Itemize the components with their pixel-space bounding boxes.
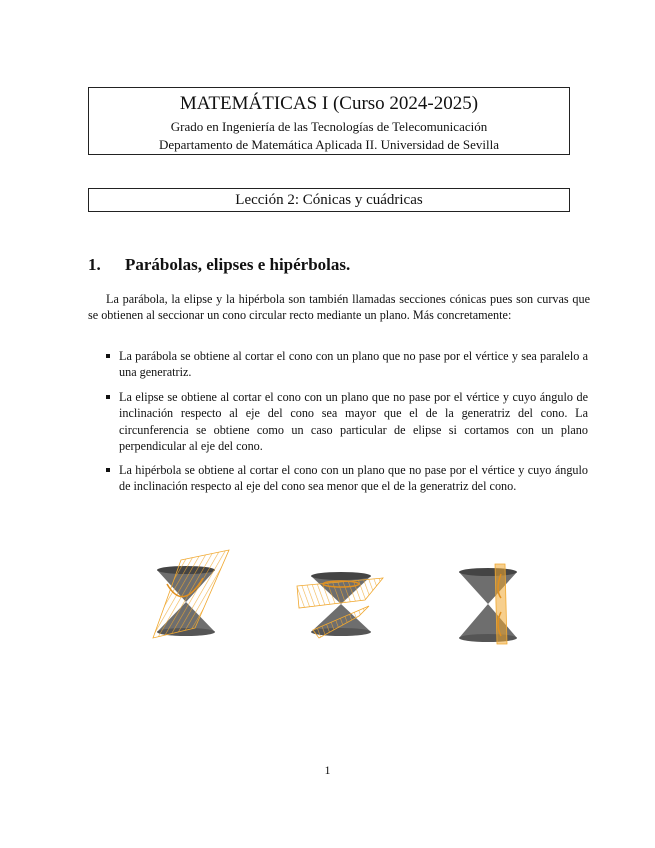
- cone-top-rim: [459, 568, 517, 576]
- lesson-title: Lección 2: Cónicas y cuádricas: [88, 188, 570, 212]
- bullet-text: La elipse se obtiene al cortar el cono con un plano que no pase por el vértice y cuyo ángulo de inclinación respecto al eje del cono sea mayor que el de la generatriz del cono. La circunferencia se obtiene como un caso particular de elipse si cortamos con un plano perpendicular al eje del cono.: [119, 390, 588, 454]
- bullet-text: La parábola se obtiene al cortar el cono con un plano que no pase por el vértice y sea paralelo a una generatriz.: [119, 349, 588, 380]
- cone-bottom-rim: [459, 634, 517, 642]
- ellipse-section-figure: [283, 520, 395, 650]
- degree-line: Grado en Ingeniería de las Tecnologías de Telecomunicación: [170, 119, 488, 134]
- bullet-marker: [106, 354, 110, 358]
- cone-lower-nappe: [459, 604, 517, 638]
- bullet-hyperbola: [119, 462, 588, 495]
- page-number: 1: [324, 763, 331, 777]
- cone-upper-nappe: [459, 572, 517, 604]
- section-title: Parábolas, elipses e hipérbolas.: [125, 255, 351, 274]
- cone-top-rim: [311, 572, 371, 580]
- bullet-marker: [106, 395, 110, 399]
- bullet-marker: [106, 468, 110, 472]
- course-header-box: [88, 87, 570, 155]
- section-number: 1.: [88, 255, 101, 274]
- hyperbola-section-figure: [435, 520, 547, 650]
- bullet-ellipse: [119, 389, 588, 455]
- cutting-plane-upper: [297, 578, 383, 608]
- bullet-parabola: [119, 348, 588, 381]
- course-title: MATEMÁTICAS I (Curso 2024-2025): [179, 93, 479, 114]
- section-heading: [88, 255, 350, 275]
- bullet-text: La hipérbola se obtiene al cortar el cono con un plano que no pase por el vértice y cuyo ángulo de inclinación respecto al eje del cono sea menor que el de la generatriz del cono.: [119, 463, 588, 494]
- parabola-section-figure: [133, 520, 245, 650]
- department-line: Departamento de Matemática Aplicada II. Universidad de Sevilla: [158, 137, 500, 152]
- intro-paragraph: La parábola, la elipse y la hipérbola son también llamadas secciones cónicas pues son curvas que se obtienen al seccionar un cono circular recto mediante un plano. Más concretamente:: [88, 292, 590, 323]
